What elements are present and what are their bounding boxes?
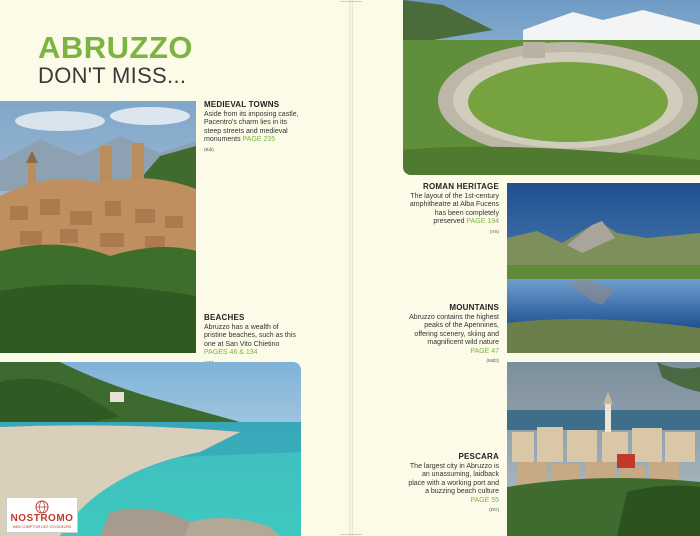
caption-heading: MEDIEVAL TOWNS [204,100,280,109]
page-subtitle: DON'T MISS... [38,63,187,88]
gutter-tick-top [340,1,362,2]
caption-text: The layout of the 1st-century amphitheatre at Alba Fucens has been completely preserved [409,192,499,225]
caption-text: Aside from its imposing castle, Pacentro's charm lies in its steep streets and medieval monuments [204,110,299,143]
caption-pescara [408,453,499,515]
amphitheatre-photo [403,0,700,175]
photo-credit: (BdI) [204,146,214,152]
logo-name: NOSTROMO [10,513,74,524]
caption-text: Abruzzo has a wealth of pristine beaches, such as this one at San Vito Chietino [204,323,296,348]
caption-text: Abruzzo contains the highest peaks of the Apennines, offering scenery, skiing and magnificent wild nature [409,313,499,346]
medieval-town-photo [0,101,196,353]
caption-mountains [408,304,499,366]
caption-heading: PESCARA [458,452,499,461]
gutter-tick-bottom [340,534,362,535]
caption-text: The largest city in Abruzzo is an unassuming, laidback place with a working port and a buzzing beach culture [408,462,499,495]
page-reference[interactable]: PAGE 55 [470,496,499,504]
mountain-lake-photo [507,183,700,353]
page-reference[interactable]: PAGE 47 [470,347,499,355]
caption-heading: ROMAN HERITAGE [423,182,499,191]
photo-credit: (DG) [489,507,499,512]
photo-credit: (VS) [490,228,499,234]
page-reference[interactable]: PAGE 235 [242,136,276,143]
page-title: ABRUZZO [38,30,194,65]
caption-beaches [204,314,300,367]
logo-tagline: WEB COMPTOIR DES VOYAGEURS [12,525,72,529]
caption-roman-heritage [408,183,499,236]
nostromo-logo [6,497,78,533]
caption-heading: BEACHES [204,313,245,322]
photo-credit: (MdD) [486,358,499,363]
caption-heading: MOUNTAINS [449,303,499,312]
page-reference[interactable]: PAGES 46 & 134 [204,349,258,356]
page-reference[interactable]: PAGE 194 [466,218,499,225]
globe-icon [7,498,77,514]
page-gutter [349,0,353,536]
pescara-photo [507,362,700,536]
caption-medieval-towns [204,101,300,154]
